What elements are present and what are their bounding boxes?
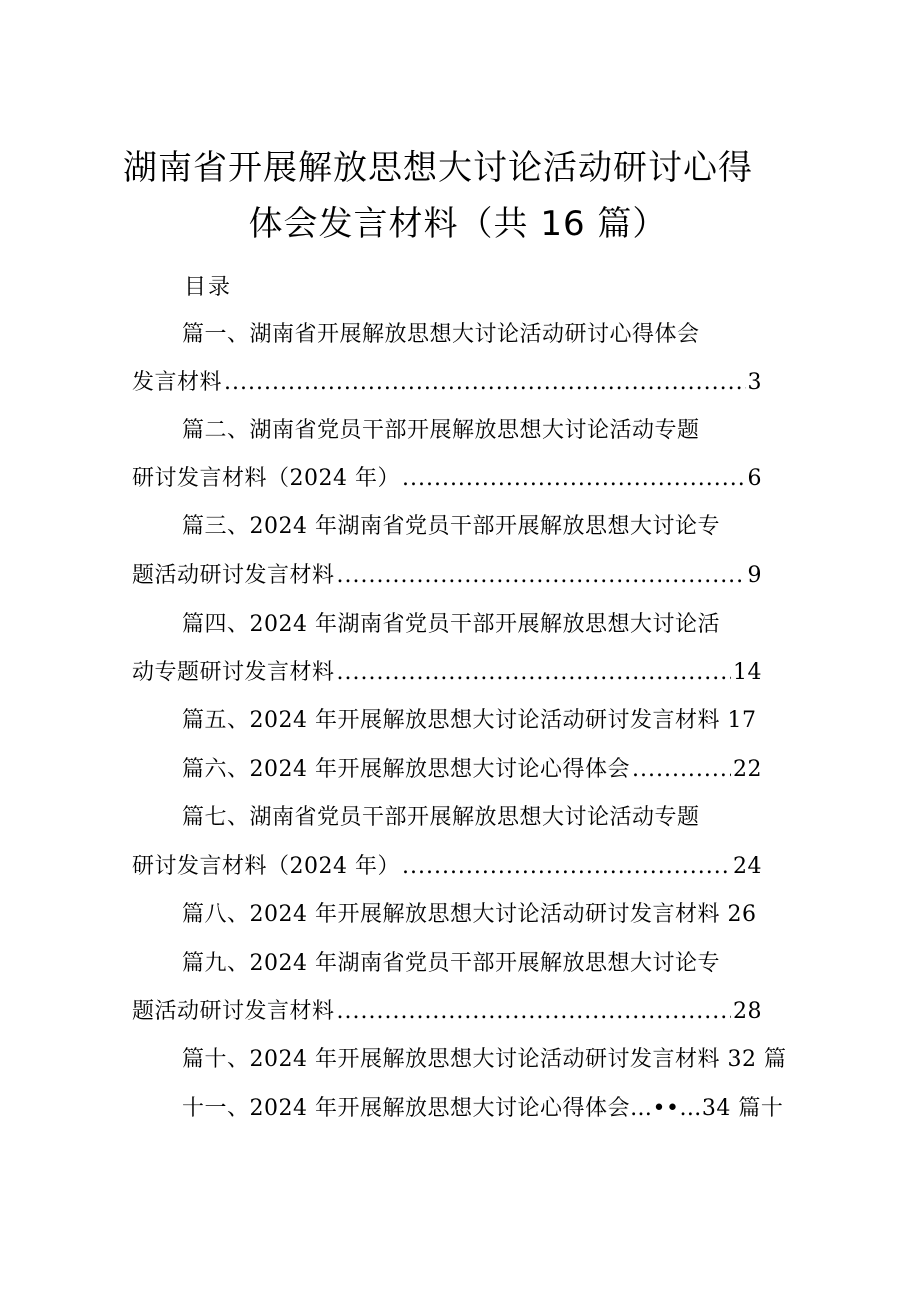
- toc-entry-2-line-2[interactable]: [132, 464, 762, 494]
- toc-entry-7-title-cont: 研讨发言材料（2024 年）: [132, 854, 400, 879]
- document-title-line-1: 湖南省开展解放思想大讨论活动研讨心得: [123, 148, 753, 188]
- toc-entry-4-line-1[interactable]: 篇四、2024 年湖南省党员干部开展解放思想大讨论活: [182, 612, 720, 637]
- toc-entry-1-page: 3: [747, 370, 762, 395]
- toc-entry-6-title: 篇六、2024 年开展解放思想大讨论心得体会: [182, 757, 630, 782]
- toc-entry-3-leader: [337, 561, 746, 591]
- toc-entry-1-title-cont: 发言材料: [132, 370, 223, 395]
- toc-entry-7-line-1[interactable]: 篇七、湖南省党员干部开展解放思想大讨论活动专题: [182, 805, 700, 830]
- document-title-line-2: 体会发言材料（共 16 篇）: [248, 204, 668, 244]
- toc-entry-9-line-2[interactable]: [132, 997, 762, 1027]
- toc-entry-7-page: 24: [733, 854, 762, 879]
- toc-entry-2-page: 6: [747, 466, 762, 491]
- toc-entry-9-leader: [337, 997, 731, 1027]
- toc-entry-6[interactable]: [182, 755, 762, 785]
- toc-entry-1-line-1[interactable]: 篇一、湖南省开展解放思想大讨论活动研讨心得体会: [182, 322, 700, 347]
- toc-entry-6-leader: [632, 755, 731, 785]
- toc-entry-7-line-2[interactable]: [132, 852, 762, 882]
- toc-entry-8[interactable]: 篇八、2024 年开展解放思想大讨论活动研讨发言材料 26: [182, 902, 757, 927]
- toc-entry-5[interactable]: 篇五、2024 年开展解放思想大讨论活动研讨发言材料 17: [182, 708, 757, 733]
- toc-entry-9-page: 28: [733, 999, 762, 1024]
- toc-entry-4-page: 14: [733, 660, 762, 685]
- toc-entry-4-line-2[interactable]: [132, 658, 762, 688]
- toc-entry-3-line-1[interactable]: 篇三、2024 年湖南省党员干部开展解放思想大讨论专: [182, 514, 720, 539]
- toc-entry-4-title-cont: 动专题研讨发言材料: [132, 660, 335, 685]
- toc-entry-6-page: 22: [733, 757, 762, 782]
- toc-entry-2-title-cont: 研讨发言材料（2024 年）: [132, 466, 400, 491]
- toc-entry-11[interactable]: 十一、2024 年开展解放思想大讨论心得体会…••…34 篇十: [182, 1096, 784, 1121]
- toc-entry-3-line-2[interactable]: [132, 561, 762, 591]
- toc-entry-3-title-cont: 题活动研讨发言材料: [132, 563, 335, 588]
- toc-entry-10[interactable]: 篇十、2024 年开展解放思想大讨论活动研讨发言材料 32 篇: [182, 1047, 787, 1072]
- toc-entry-2-leader: [402, 464, 746, 494]
- toc-entry-7-leader: [402, 852, 731, 882]
- toc-heading: 目录: [184, 275, 233, 300]
- toc-entry-1-leader: [224, 368, 745, 398]
- toc-entry-1-line-2[interactable]: [132, 368, 762, 398]
- toc-entry-4-leader: [337, 658, 731, 688]
- toc-entry-2-line-1[interactable]: 篇二、湖南省党员干部开展解放思想大讨论活动专题: [182, 418, 700, 443]
- toc-entry-3-page: 9: [747, 563, 762, 588]
- toc-entry-9-title-cont: 题活动研讨发言材料: [132, 999, 335, 1024]
- toc-entry-9-line-1[interactable]: 篇九、2024 年湖南省党员干部开展解放思想大讨论专: [182, 951, 720, 976]
